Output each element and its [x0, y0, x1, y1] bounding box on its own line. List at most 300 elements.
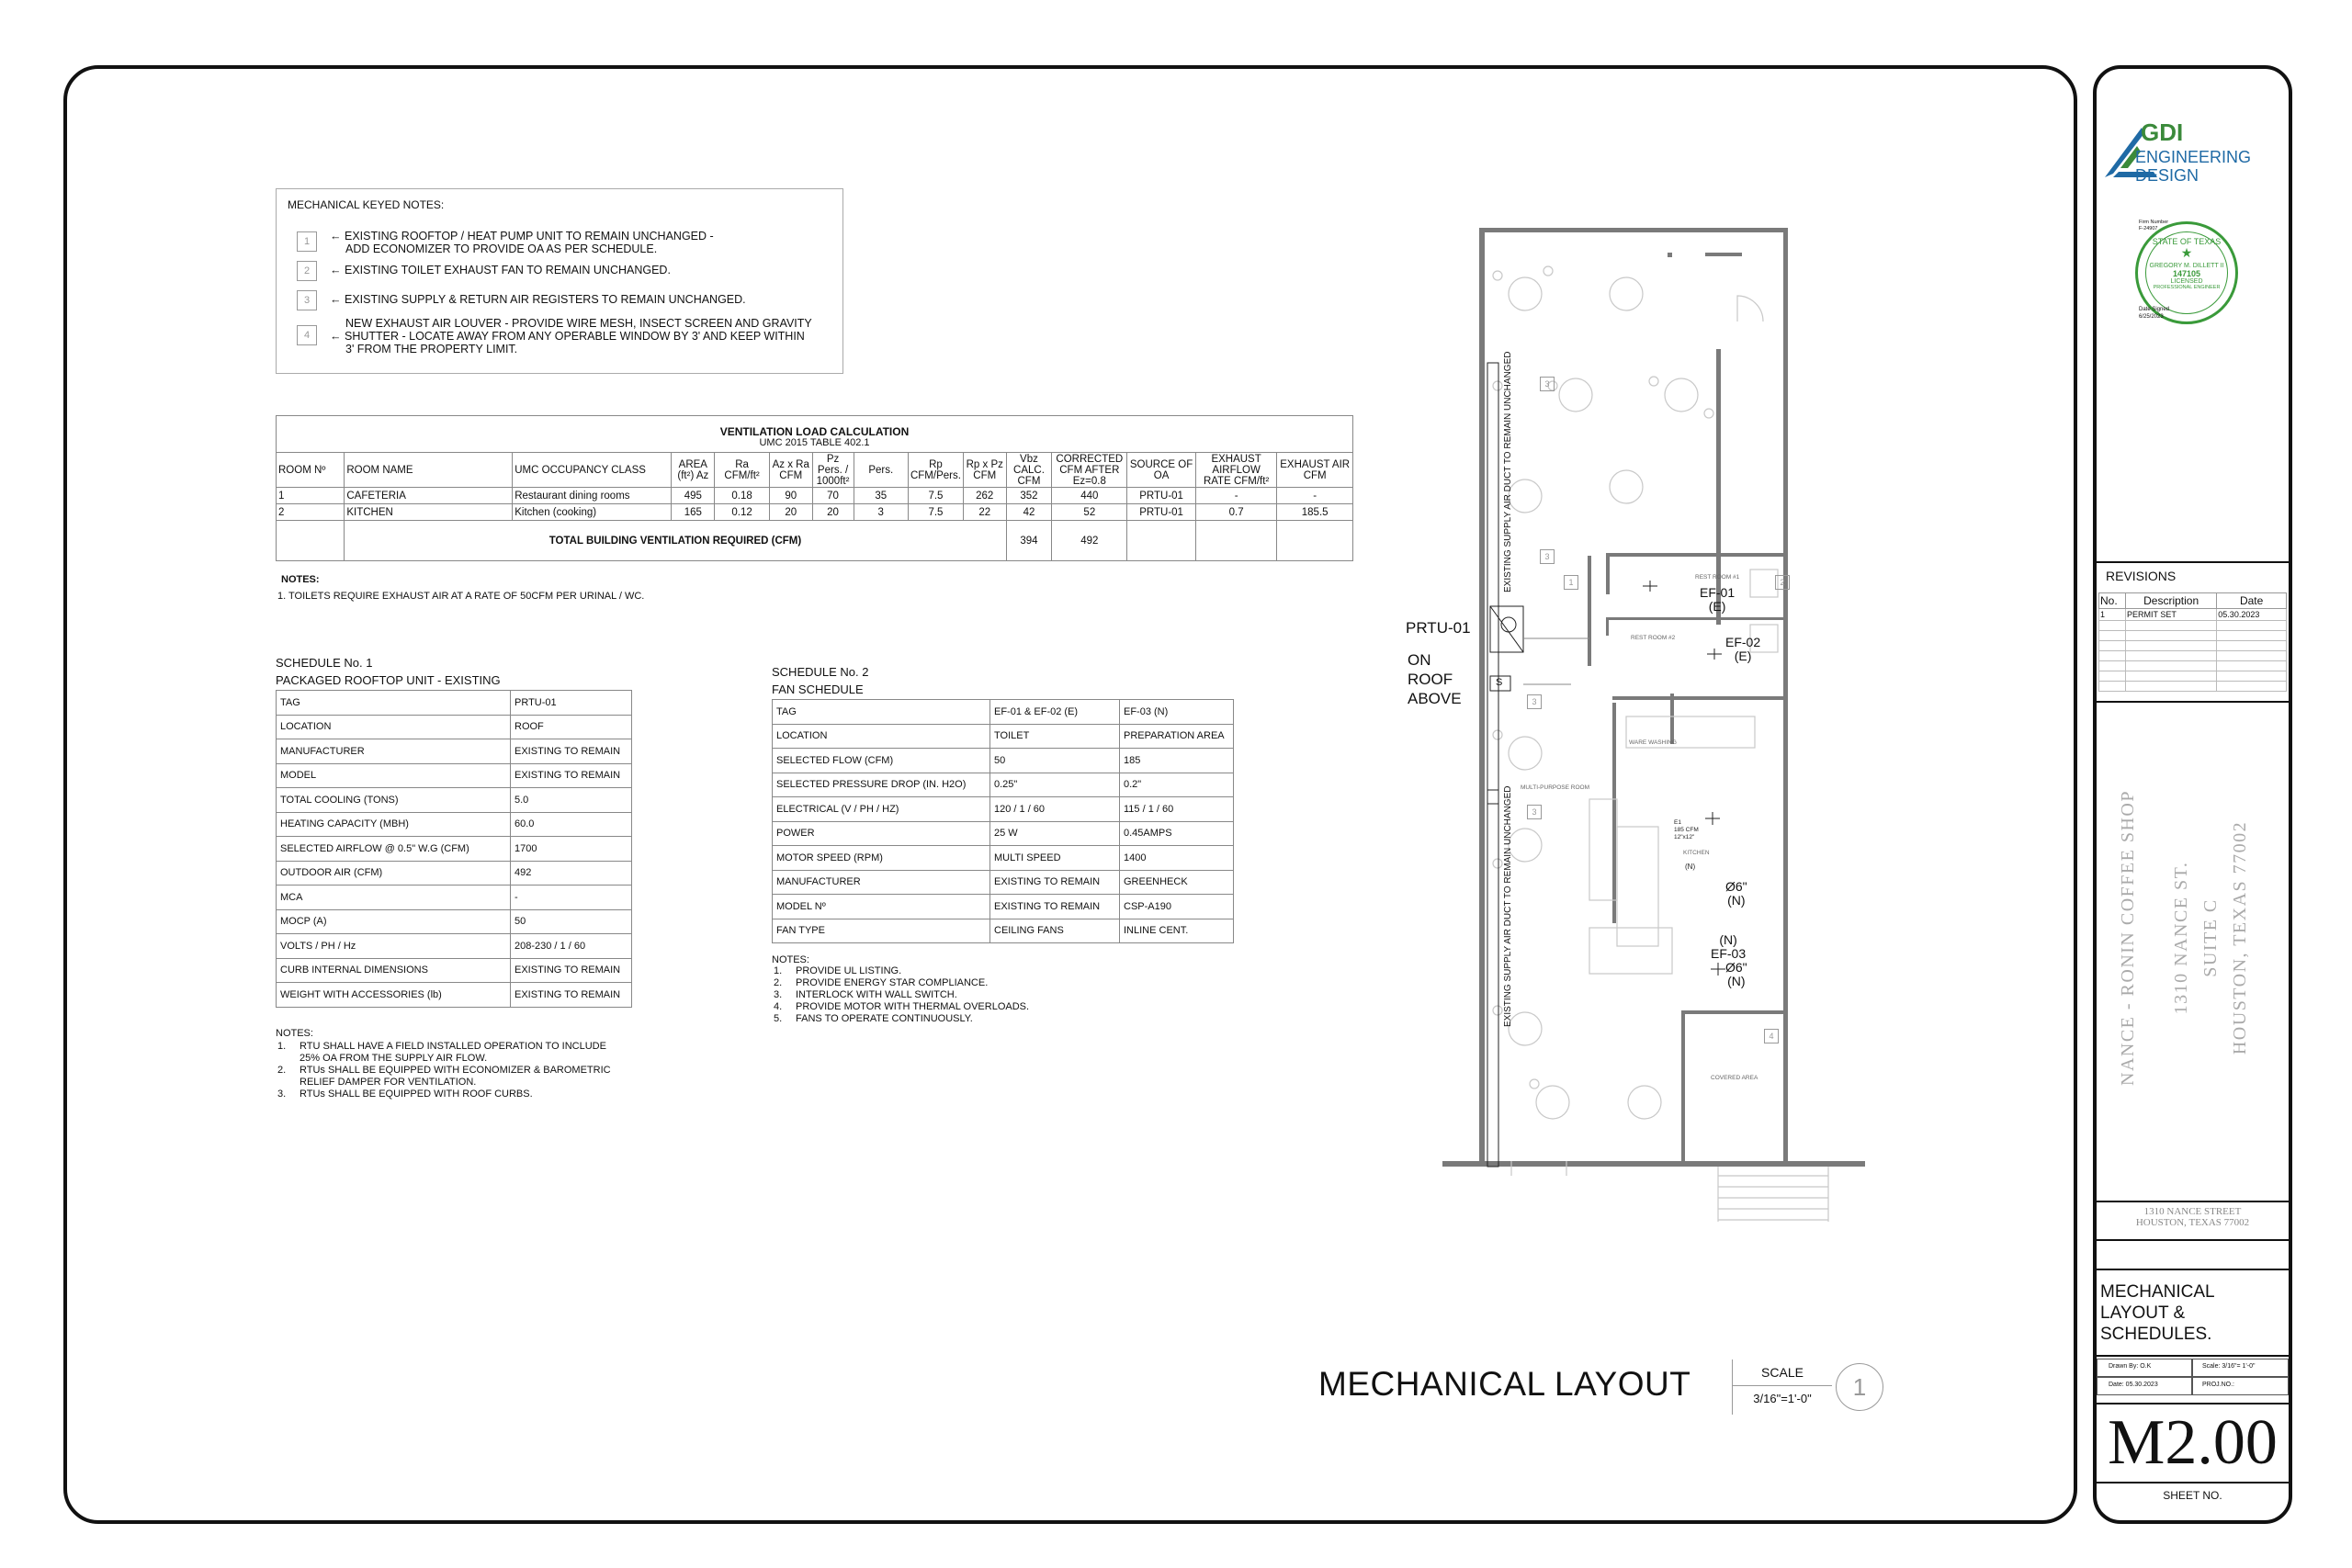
ef02-label: EF-02	[1725, 635, 1761, 649]
ventilation-cell: 0.7	[1195, 504, 1276, 521]
scale-small: Scale: 3/16"= 1'-0"	[2192, 1359, 2289, 1377]
ventilation-cell: 3	[854, 504, 908, 521]
note-text: PROVIDE UL LISTING.	[796, 965, 902, 976]
floor-plan	[1442, 220, 1865, 1231]
table-row	[277, 812, 632, 837]
kitchen-label: KITCHEN	[1683, 850, 1710, 856]
schedule-2-note	[772, 977, 1234, 989]
ventilation-cell: PRTU-01	[1127, 488, 1196, 504]
note-text: RTU SHALL HAVE A FIELD INSTALLED OPERATION TO INCLUDE	[300, 1040, 606, 1052]
duct-size: Ø6"	[1725, 879, 1747, 894]
date-small: Date: 05.30.2023	[2097, 1377, 2192, 1395]
schedule-1-cell: EXISTING TO REMAIN	[511, 958, 632, 983]
note-number: 4.	[774, 1001, 783, 1012]
keyed-note-line: EXISTING TOILET EXHAUST FAN TO REMAIN UNCHANGED.	[344, 264, 671, 276]
schedule-1-cell: TOTAL COOLING (TONS)	[277, 788, 511, 813]
schedule-1-cell: -	[511, 886, 632, 910]
on-roof-line: ROOF	[1408, 671, 1453, 688]
schedule-1-note	[276, 1041, 632, 1065]
project-name-vertical	[2113, 763, 2255, 1112]
project-line-2: 1310 NANCE ST.	[2171, 861, 2191, 1015]
key-callout-3: 3	[1527, 694, 1542, 709]
schedule-2-cell: EF-01 & EF-02 (E)	[990, 700, 1120, 725]
schedule-1-notes-title: NOTES:	[276, 1027, 313, 1039]
schedule-1-cell: 5.0	[511, 788, 632, 813]
schedule-1-table	[276, 690, 632, 1008]
ventilation-cell: 20	[769, 504, 812, 521]
revisions-cell	[2099, 621, 2126, 631]
table-row	[277, 861, 632, 886]
revisions-cell	[2099, 671, 2126, 682]
revisions-header: Description	[2126, 593, 2217, 609]
ventilation-cell: 22	[963, 504, 1006, 521]
table-row	[773, 724, 1234, 749]
schedule-1	[276, 656, 632, 1100]
table-row	[277, 715, 632, 739]
revisions-cell	[2217, 651, 2287, 661]
revisions-cell	[2126, 631, 2217, 641]
table-row	[773, 821, 1234, 846]
schedule-1-cell: 60.0	[511, 812, 632, 837]
ventilation-cell: 495	[672, 488, 715, 504]
schedule-2-cell: EF-03 (N)	[1120, 700, 1234, 725]
table-row	[773, 700, 1234, 725]
key-callout-3: 3	[1540, 549, 1555, 564]
ventilation-title-cell	[277, 416, 1353, 453]
schedule-1-cell: SELECTED AIRFLOW @ 0.5" W.G (CFM)	[277, 837, 511, 862]
ventilation-cell: 0.18	[715, 488, 770, 504]
ventilation-note: 1. TOILETS REQUIRE EXHAUST AIR AT A RATE OF 50CFM PER URINAL / WC.	[277, 591, 645, 602]
revisions-cell: PERMIT SET	[2126, 609, 2217, 621]
divider	[2093, 1355, 2292, 1357]
schedule-1-subtitle: PACKAGED ROOFTOP UNIT - EXISTING	[276, 673, 501, 687]
keyed-notes-title: MECHANICAL KEYED NOTES:	[288, 198, 445, 211]
duct-size: Ø6"	[1725, 960, 1747, 975]
ventilation-header: Rp CFM/Pers.	[908, 453, 963, 488]
note-number: 2.	[774, 977, 783, 988]
drawing-info	[2097, 1359, 2289, 1399]
multipurpose-label: MULTI-PURPOSE ROOM	[1521, 784, 1589, 791]
schedule-2-cell: SELECTED FLOW (CFM)	[773, 749, 990, 773]
keyed-note-4	[330, 317, 812, 355]
rest-room-1-label: REST ROOM #1	[1695, 574, 1740, 581]
scale-box	[1732, 1359, 1832, 1415]
keyed-note-number: 3	[297, 290, 317, 310]
ventilation-cell: 42	[1006, 504, 1052, 521]
table-row	[277, 739, 632, 764]
ventilation-cell: 7.5	[908, 504, 963, 521]
schedule-1-cell: PRTU-01	[511, 691, 632, 716]
schedule-1-cell: MOCP (A)	[277, 909, 511, 934]
schedule-2-cell: 0.45AMPS	[1120, 821, 1234, 846]
address-block	[2093, 1206, 2292, 1228]
ware-washing-label: WARE WASHING	[1629, 739, 1677, 746]
schedule-2-note	[772, 1001, 1234, 1013]
ef01-label: EF-01	[1700, 585, 1736, 600]
duct-label-upper: EXISTING SUPPLY AIR DUCT TO REMAIN UNCHANGED	[1503, 351, 1513, 592]
keyed-note-line: EXISTING ROOFTOP / HEAT PUMP UNIT TO REMAIN UNCHANGED -	[344, 230, 714, 243]
firm-number-label: Firm Number	[2139, 220, 2169, 225]
ventilation-cell: Restaurant dining rooms	[513, 488, 672, 504]
duct-label-lower: EXISTING SUPPLY AIR DUCT TO REMAIN UNCHANGED	[1503, 785, 1513, 1027]
note-text: 25% OA FROM THE SUPPLY AIR FLOW.	[300, 1052, 488, 1064]
revisions-row	[2099, 621, 2287, 631]
keyed-note-number: 1	[297, 231, 317, 252]
revisions-cell	[2126, 671, 2217, 682]
e1-cfm: 185 CFM	[1674, 827, 1699, 833]
schedule-2-cell: SELECTED PRESSURE DROP (IN. H2O)	[773, 773, 990, 797]
revisions-cell	[2217, 671, 2287, 682]
sheet-title	[2100, 1281, 2215, 1345]
logo-gdi: GDI	[2141, 118, 2184, 146]
table-row	[773, 797, 1234, 822]
drawing-title: MECHANICAL LAYOUT	[1318, 1365, 1691, 1403]
schedule-2-cell: INLINE CENT.	[1120, 919, 1234, 943]
ef03-label: EF-03	[1711, 946, 1747, 961]
schedule-1-cell: EXISTING TO REMAIN	[511, 983, 632, 1008]
key-callout-1: 1	[1564, 575, 1578, 590]
arrow-icon: ←	[330, 330, 345, 343]
keyed-note-2	[330, 264, 671, 276]
revisions-cell: 1	[2099, 609, 2126, 621]
table-row	[277, 958, 632, 983]
revisions-cell	[2126, 661, 2217, 671]
keyed-note-number: 4	[297, 325, 317, 345]
schedule-2-cell: TOILET	[990, 724, 1120, 749]
total-corrected: 492	[1052, 521, 1127, 561]
logo-engineering: ENGINEERING	[2135, 148, 2252, 166]
schedule-1-cell: WEIGHT WITH ACCESSORIES (lb)	[277, 983, 511, 1008]
project-line-4: HOUSTON, TEXAS 77002	[2230, 820, 2250, 1055]
schedule-1-notes	[276, 1041, 632, 1100]
revisions-row	[2099, 671, 2287, 682]
note-number: 3.	[277, 1088, 287, 1100]
keyed-note-line: SHUTTER - LOCATE AWAY FROM ANY OPERABLE WINDOW BY 3' AND KEEP WITHIN	[344, 330, 805, 343]
supply-register-box: S	[1496, 677, 1503, 688]
schedule-2-cell: 0.25"	[990, 773, 1120, 797]
note-text: RELIEF DAMPER FOR VENTILATION.	[300, 1076, 477, 1088]
schedule-2-cell: 50	[990, 749, 1120, 773]
duct-status: (N)	[1727, 893, 1746, 908]
schedule-2-cell: MULTI SPEED	[990, 846, 1120, 871]
ventilation-cell: CAFETERIA	[345, 488, 513, 504]
ef03-tag	[1711, 933, 1746, 961]
ventilation-table-wrapper	[276, 415, 1353, 602]
new-tag-small: (N)	[1685, 863, 1696, 871]
arrow-icon: ←	[330, 264, 345, 276]
schedule-2-cell: 1400	[1120, 846, 1234, 871]
divider	[2093, 1403, 2292, 1404]
schedule-1-cell: HEATING CAPACITY (MBH)	[277, 812, 511, 837]
ventilation-notes-title: NOTES:	[281, 574, 320, 585]
note-text: PROVIDE MOTOR WITH THERMAL OVERLOADS.	[796, 1001, 1030, 1012]
schedule-1-note	[276, 1065, 632, 1089]
revisions-row	[2099, 661, 2287, 671]
schedule-2-cell: FAN TYPE	[773, 919, 990, 943]
revisions-header-row	[2099, 593, 2287, 609]
schedule-2-cell: 25 W	[990, 821, 1120, 846]
revisions-cell: 05.30.2023	[2217, 609, 2287, 621]
on-roof-line: ON	[1408, 651, 1431, 669]
revisions-cell	[2099, 641, 2126, 651]
revisions-header: Date	[2217, 593, 2287, 609]
table-row	[277, 837, 632, 862]
schedule-1-cell: EXISTING TO REMAIN	[511, 763, 632, 788]
schedule-1-cell: TAG	[277, 691, 511, 716]
schedule-2-note	[772, 1013, 1234, 1025]
note-text: PROVIDE ENERGY STAR COMPLIANCE.	[796, 977, 989, 988]
table-row	[773, 870, 1234, 895]
schedule-1-cell: 492	[511, 861, 632, 886]
schedule-2-cell: EXISTING TO REMAIN	[990, 895, 1120, 919]
schedule-2-cell: MOTOR SPEED (RPM)	[773, 846, 990, 871]
schedule-2-cell: 0.2"	[1120, 773, 1234, 797]
table-row	[277, 909, 632, 934]
revisions-cell	[2217, 621, 2287, 631]
total-label: TOTAL BUILDING VENTILATION REQUIRED (CFM)	[345, 521, 1006, 561]
sheet-number: M2.00	[2108, 1407, 2278, 1478]
schedule-2-cell: 185	[1120, 749, 1234, 773]
table-row	[773, 749, 1234, 773]
schedule-2-cell: ELECTRICAL (V / PH / HZ)	[773, 797, 990, 822]
seal-state: STATE OF TEXAS	[2152, 237, 2222, 246]
total-vbz: 394	[1006, 521, 1052, 561]
schedule-1-cell: MODEL	[277, 763, 511, 788]
schedule-2-cell: PREPARATION AREA	[1120, 724, 1234, 749]
schedule-2-notes-title: NOTES:	[772, 954, 809, 965]
revisions-cell	[2099, 682, 2126, 692]
e1-size: 12"x12"	[1674, 834, 1695, 840]
schedule-2-cell: TAG	[773, 700, 990, 725]
divider	[2093, 1239, 2292, 1241]
keyed-note-number: 2	[297, 261, 317, 281]
schedule-1-note	[276, 1089, 632, 1100]
revisions-cell	[2126, 651, 2217, 661]
schedule-2-notes	[772, 965, 1234, 1025]
keyed-note-line: 3' FROM THE PROPERTY LIMIT.	[345, 343, 518, 355]
schedule-1-title: SCHEDULE No. 1	[276, 656, 373, 670]
revisions-row	[2099, 631, 2287, 641]
divider	[2093, 1269, 2292, 1270]
ventilation-cell: 1	[277, 488, 345, 504]
ventilation-cell: 7.5	[908, 488, 963, 504]
schedule-1-cell: MCA	[277, 886, 511, 910]
key-callout-4: 4	[1764, 1029, 1779, 1043]
ventilation-header: AREA (ft²) Az	[672, 453, 715, 488]
ventilation-table	[276, 415, 1353, 561]
ventilation-subtitle: UMC 2015 TABLE 402.1	[759, 436, 870, 448]
key-callout-2: 2	[1775, 575, 1790, 590]
seal-number: 147105	[2172, 269, 2201, 278]
revisions-cell	[2217, 661, 2287, 671]
table-row	[277, 691, 632, 716]
note-text: RTUs SHALL BE EQUIPPED WITH ECONOMIZER & BAROMETRIC	[300, 1064, 611, 1076]
table-row	[277, 788, 632, 813]
schedule-2-cell: 120 / 1 / 60	[990, 797, 1120, 822]
duct-tag-lower	[1725, 961, 1747, 988]
note-number: 1.	[277, 1040, 287, 1052]
divider	[2093, 701, 2292, 703]
table-row	[277, 983, 632, 1008]
keyed-note-1	[330, 230, 714, 255]
logo-design: DESIGN	[2135, 166, 2199, 185]
table-row	[773, 846, 1234, 871]
seal-prof: PROFESSIONAL ENGINEER	[2153, 285, 2221, 290]
schedule-1-cell: ROOF	[511, 715, 632, 739]
schedule-1-cell: MANUFACTURER	[277, 739, 511, 764]
revisions-cell	[2099, 651, 2126, 661]
table-row	[277, 886, 632, 910]
seal-licensed: LICENSED	[2170, 278, 2203, 285]
arrow-icon: ←	[330, 293, 345, 306]
ventilation-cell: -	[1277, 488, 1353, 504]
seal-name: GREGORY M. DILLETT II	[2149, 263, 2224, 269]
drawn-by: Drawn By: O.K	[2097, 1359, 2192, 1377]
note-number: 2.	[277, 1064, 287, 1076]
ventilation-cell: 440	[1052, 488, 1127, 504]
ventilation-cell: 52	[1052, 504, 1127, 521]
duct-status: (N)	[1727, 974, 1746, 988]
ventilation-header: Az x Ra CFM	[769, 453, 812, 488]
ventilation-cell: PRTU-01	[1127, 504, 1196, 521]
ventilation-cell: KITCHEN	[345, 504, 513, 521]
schedule-2-cell: POWER	[773, 821, 990, 846]
blank-cell	[1127, 521, 1196, 561]
table-row	[277, 763, 632, 788]
project-line-3: SUITE C	[2200, 898, 2221, 977]
schedule-1-cell: VOLTS / PH / Hz	[277, 934, 511, 959]
schedule-1-cell: LOCATION	[277, 715, 511, 739]
ventilation-header: Rp x Pz CFM	[963, 453, 1006, 488]
schedule-2-table	[772, 699, 1234, 943]
ef01-tag	[1700, 586, 1735, 614]
ventilation-cell: 0.12	[715, 504, 770, 521]
schedule-2-cell: MODEL Nº	[773, 895, 990, 919]
revisions-cell	[2126, 621, 2217, 631]
schedule-2-cell: GREENHECK	[1120, 870, 1234, 895]
revisions-row	[2099, 682, 2287, 692]
ventilation-header: ROOM NAME	[345, 453, 513, 488]
project-number: PROJ.NO.:	[2192, 1377, 2289, 1395]
divider	[2093, 1201, 2292, 1202]
ventilation-header: Ra CFM/ft²	[715, 453, 770, 488]
note-text: RTUs SHALL BE EQUIPPED WITH ROOF CURBS.	[300, 1088, 533, 1100]
revisions-cell	[2217, 631, 2287, 641]
sheet-title-line: MECHANICAL	[2100, 1282, 2215, 1302]
ventilation-cell: 165	[672, 504, 715, 521]
revisions-row	[2099, 651, 2287, 661]
schedule-1-cell: 50	[511, 909, 632, 934]
note-number: 1.	[774, 965, 783, 976]
note-text: INTERLOCK WITH WALL SWITCH.	[796, 989, 957, 1000]
ventilation-cell: 90	[769, 488, 812, 504]
ventilation-header: Pz Pers. / 1000ft²	[812, 453, 854, 488]
blank-cell	[277, 521, 345, 561]
table-row	[773, 919, 1234, 943]
ventilation-cell: 70	[812, 488, 854, 504]
seal-star-icon: ★	[2180, 245, 2193, 260]
schedule-1-cell: EXISTING TO REMAIN	[511, 739, 632, 764]
revisions-cell	[2217, 641, 2287, 651]
e1-label: E1	[1674, 819, 1681, 826]
ef01-status: (E)	[1708, 599, 1726, 614]
address-line-2: HOUSTON, TEXAS 77002	[2135, 1217, 2250, 1228]
ventilation-header: UMC OCCUPANCY CLASS	[513, 453, 672, 488]
ventilation-cell: 352	[1006, 488, 1052, 504]
ventilation-header: Vbz CALC. CFM	[1006, 453, 1052, 488]
note-text: FANS TO OPERATE CONTINUOUSLY.	[796, 1013, 973, 1024]
rest-room-2-label: REST ROOM #2	[1631, 635, 1676, 641]
ventilation-cell: Kitchen (cooking)	[513, 504, 672, 521]
revisions-cell	[2099, 661, 2126, 671]
revisions-cell	[2126, 682, 2217, 692]
revisions-title: REVISIONS	[2106, 569, 2177, 583]
table-row	[773, 773, 1234, 797]
on-roof-line: ABOVE	[1408, 690, 1462, 707]
revisions-row	[2099, 609, 2287, 621]
keyed-note-line: NEW EXHAUST AIR LOUVER - PROVIDE WIRE MESH, INSECT SCREEN AND GRAVITY	[345, 317, 812, 330]
date-signed-label: Date Signed	[2139, 307, 2170, 312]
schedule-2-cell: 115 / 1 / 60	[1120, 797, 1234, 822]
ef02-status: (E)	[1734, 649, 1752, 663]
ventilation-header: CORRECTED CFM AFTER Ez=0.8	[1052, 453, 1127, 488]
date-signed-value: 6/25/2023	[2139, 314, 2164, 320]
sheet-title-line: LAYOUT &	[2100, 1303, 2186, 1323]
ventilation-title: VENTILATION LOAD CALCULATION	[719, 424, 910, 438]
divider	[2093, 561, 2292, 563]
revisions-cell	[2099, 631, 2126, 641]
schedule-2-cell: CSP-A190	[1120, 895, 1234, 919]
revisions-table	[2098, 592, 2287, 692]
table-row	[773, 895, 1234, 919]
prtu-label: PRTU-01	[1406, 619, 1471, 637]
ef03-status: (N)	[1719, 932, 1737, 947]
ef02-tag	[1725, 636, 1760, 663]
revisions-header: No.	[2099, 593, 2126, 609]
schedule-1-cell: 208-230 / 1 / 60	[511, 934, 632, 959]
date-signed	[2139, 306, 2169, 321]
sheet-title-line: SCHEDULES.	[2100, 1325, 2212, 1344]
schedule-2-note	[772, 989, 1234, 1001]
key-callout-3: 3	[1527, 805, 1542, 819]
schedule-1-cell: CURB INTERNAL DIMENSIONS	[277, 958, 511, 983]
schedule-2-cell: CEILING FANS	[990, 919, 1120, 943]
schedule-1-cell: 1700	[511, 837, 632, 862]
ventilation-header: EXHAUST AIR CFM	[1277, 453, 1353, 488]
key-callout-3: 3	[1540, 377, 1555, 391]
e1-tag	[1674, 819, 1699, 841]
scale-label: SCALE	[1761, 1365, 1804, 1380]
schedule-2-cell: LOCATION	[773, 724, 990, 749]
schedule-2-title: SCHEDULE No. 2	[772, 665, 869, 679]
project-line-1: NANCE - RONIN COFFEE SHOP	[2118, 790, 2138, 1086]
revisions-cell	[2126, 641, 2217, 651]
address-line-1: 1310 NANCE STREET	[2143, 1206, 2242, 1217]
schedule-2-subtitle: FAN SCHEDULE	[772, 682, 864, 696]
keyed-note-line: ADD ECONOMIZER TO PROVIDE OA AS PER SCHEDULE.	[345, 243, 658, 255]
keyed-note-3	[330, 293, 746, 306]
table-row	[277, 934, 632, 959]
ventilation-header: ROOM Nº	[277, 453, 345, 488]
keyed-note-line: EXISTING SUPPLY & RETURN AIR REGISTERS TO REMAIN UNCHANGED.	[344, 293, 746, 306]
schedule-2-cell: MANUFACTURER	[773, 870, 990, 895]
schedule-1-cell: OUTDOOR AIR (CFM)	[277, 861, 511, 886]
ventilation-cell: 20	[812, 504, 854, 521]
ventilation-header: SOURCE OF OA	[1127, 453, 1196, 488]
firm-number-value: F-24907	[2139, 226, 2158, 231]
ventilation-cell: 262	[963, 488, 1006, 504]
scale-value: 3/16"=1'-0"	[1753, 1392, 1812, 1405]
